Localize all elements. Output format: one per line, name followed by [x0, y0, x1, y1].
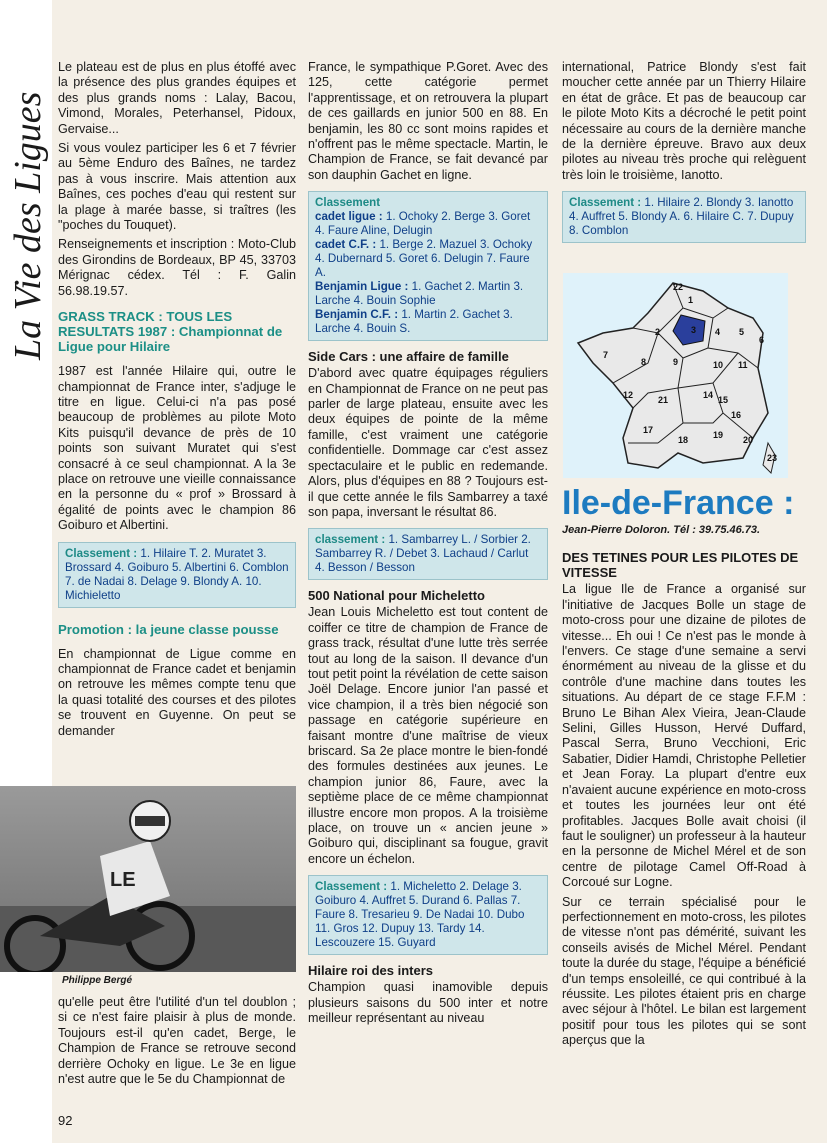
box-label: Classement : [315, 880, 388, 894]
box-line: Benjamin C.F. : 1. Martin 2. Gachet 3. Larche 4. Bouin S. [315, 308, 513, 336]
heading-side-cars: Side Cars : une affaire de famille [308, 349, 509, 365]
heading-promotion: Promotion : la jeune classe pousse [58, 621, 279, 637]
box-text: 1. Sambarrey L. / Sorbier 2. Sambarrey R. / Debet 3. Lachaud / Carlut 4. Besson / Besson [315, 533, 531, 575]
column-1 [58, 60, 296, 743]
box-label: Classement : [569, 196, 642, 210]
results-box-inter [562, 191, 806, 243]
results-box-sidecars [308, 528, 548, 580]
map-region-number: 9 [673, 357, 679, 367]
paragraph: international, Patrice Blondy s'est fait moucher cette année par un Thierry Hilaire en état de grâce. Et pas de beaucoup car le pilote Moto Kits a décroché le petit point nécessaire au cours de la dernière manche de la dernière épreuve. Bravo aux deux pilotes au niveau très proche qui relèguent très loin le troisième, Ianotto. [562, 60, 806, 182]
paragraph: Le plateau est de plus en plus étoffé avec la présence des plus grandes équipes et des plus grands noms : Lalay, Bacou, Vimond, Morales, Peterhansel, Pidoux, Gervaise... [58, 60, 296, 136]
results-box [58, 542, 296, 608]
box-line: cadet ligue : 1. Ochoky 2. Berge 3. Goret 4. Faure Aline, Delugin [315, 210, 531, 238]
paragraph: Jean Louis Micheletto est tout content de coiffer ce titre de champion de France de grass track, résultat d'une lutte très serrée tout au long de la saison. Il devance d'un tout petit point la révélation de cette saison Joël Delage. Encore junior l'an passé et vice champion, il a très bien négocié son passage en catégorie supérieure en faisant montre d'une maîtrise de vieux briscard. Sa 2e place montre le bien-fondé des formules destinées aux jeunes. Le champion junior 86, Faure, avec la septième place de ce même championnat illustre encore mon propos. A la troisième place, on trouve un « ancien jeune » Goiburo qui, disciplinant sa fougue, gravit encore un échelon. [308, 605, 548, 866]
paragraph: En championnat de Ligue comme en championnat de France cadet et benjamin on retrouve les mêmes compte tenu que la quasi totalité des courses et des pilotes se trouvent en Guyenne. On peut se demander [58, 646, 296, 738]
region-contact [562, 523, 806, 538]
paragraph: France, le sympathique P.Goret. Avec des 125, cette catégorie permet l'apprentissage, et on retrouvera la plupart de ces gaillards en junior 500 en 88. En benjamin, les 80 cc sont moins rapides et n'offrent pas le même spectacle. Martin, le Champion de France, se fait devancé par son dauphin Gachet en ligne. [308, 60, 548, 182]
box-label: Classement : [65, 546, 138, 560]
map-region-number: 7 [603, 350, 609, 360]
region-contact-tel: Tél : 39.75.46.73. [673, 524, 761, 536]
svg-text:LE: LE [110, 869, 136, 891]
map-region-number: 14 [703, 390, 714, 400]
map-region-number: 15 [718, 395, 729, 405]
column-3-continued [562, 486, 806, 1053]
motorcycle-photo-illustration [0, 786, 296, 972]
map-region-number: 2 [655, 327, 661, 337]
france-outline [578, 283, 768, 468]
map-region-number: 18 [678, 435, 689, 445]
box-label: classement : [315, 533, 386, 547]
paragraph: D'abord avec quatre équipages réguliers en Championnat de France on ne peut pas parler de large plateau, ensuite avec les deux équipes de pointe de la même famille, c'est vraiment une catégorie confidentielle. Dommage car c'est assez spectaculaire et le public en redemande. Alors, plus d'équipes en 88 ? Toujours est-il que cette année le fils Sambarrey a taxé son papa, inversant le résultat 86. [308, 366, 548, 519]
column-2 [308, 60, 548, 1030]
map-region-number: 3 [691, 325, 697, 335]
paragraph: La ligue Ile de France a organisé sur l'initiative de Jacques Bolle un stage de moto-cross pour une dizaine de pilotes de vitesse... Eh oui ! Ce n'est pas le monde à l'envers. Ce stage d'une semaine a servi énormément au niveau de la glisse et du contrôle d'une machine dans toutes les situations. Au départ de ce stage F.F.M : Bruno Le Bihan Alex Vieira, Jean-Claude Selini, Gilles Husson, Hervé Duffard, Pascal Serra, Bruno Vecchioni, Eric Sabatier, Didier Hamdi, Christophe Pelletier et Jean Foray. La plupart d'entre eux n'avaient aucune expérience en moto-cross et toutes les journées leur ont été profitables. Jacques Bolle avait choisi (il faut le souligner) un professeur à la hauteur en la personne de Michel Mérel et de son centre de pilotage Camel Off-Road à Corcoué sur Logne. [562, 582, 806, 890]
map-region-number: 21 [658, 395, 669, 405]
map-region-number: 17 [643, 425, 654, 435]
heading-tetines: DES TETINES POUR LES PILOTES DE VITESSE [562, 550, 799, 581]
heading-hilaire: Hilaire roi des inters [308, 963, 433, 979]
map-region-number: 12 [623, 390, 634, 400]
page-number: 92 [58, 1113, 73, 1128]
rider-photo [0, 786, 296, 972]
results-box-500 [308, 875, 548, 955]
vertical-title-svg [6, 60, 50, 370]
paragraph: Si vous voulez participer les 6 et 7 février au 5ème Enduro des Baînes, ne tardez pas à vous inscrire. Mais attention aux Baînes, ces poches d'eau qui restent sur la plage à marée basse, si traîtres (les "poches du Touquet). [58, 141, 296, 233]
section-vertical-title [6, 60, 50, 370]
box-text: 1. Micheletto 2. Delage 3. Goiburo 4. Auffret 5. Durand 6. Pallas 7. Faure 8. Tresarieu 9. De Nadai 10. Dubo 11. Gros 12. Dupuy 13. Tardy 14. Lescouzere 15. Guyard [315, 880, 525, 950]
vertical-title-text: La Vie des Ligues [7, 91, 49, 360]
map-region-number: 19 [713, 430, 724, 440]
column-1-continued [58, 995, 296, 1091]
box-title: Classement [315, 196, 381, 210]
paragraph: Sur ce terrain spécialisé pour le perfectionnement en moto-cross, les pilotes de vitesse n'ont pas démérité, suivant les conseils avisés de Michel Mérel. Pendant toute la durée du stage, l'équipe a bénéficié d'un temps ensoleillé, ce qui contribué à la réussite. Les pilotes étaient pris en charge avec séjour à l'hôtel. Le bilan est largement positif pour tous les pilotes qui se sont aperçus que la [562, 894, 806, 1048]
map-region-number: 8 [641, 357, 647, 367]
map-region-number: 16 [731, 410, 742, 420]
box-line: cadet C.F. : 1. Berge 2. Mazuel 3. Ochoky 4. Dubernard 5. Goret 6. Delugin 7. Faure A. [315, 238, 533, 280]
region-title: Ile-de-France : [562, 484, 795, 522]
map-region-number: 6 [759, 335, 765, 345]
map-region-number: 5 [739, 327, 745, 337]
map-region-number: 10 [713, 360, 724, 370]
map-region-number: 23 [767, 453, 778, 463]
column-3 [562, 60, 806, 251]
map-region-number: 11 [738, 360, 748, 370]
map-region-number: 4 [715, 327, 721, 337]
paragraph: qu'elle peut être l'utilité d'un tel doublon ; si ce n'est faire plaisir à plus de monde. Toujours est-il qu'en cadet, Berge, le Champion de France se retrouve second derrière Ochoky en ligue. Le 3e en ligue n'est autre que le 5e du Championnat de [58, 995, 296, 1087]
paragraph: Renseignements et inscription : Moto-Club des Girondins de Bordeaux, BP 45, 33703 Mérignac cédex. Tél : F. Galin 56.98.19.57. [58, 237, 296, 298]
france-map-svg [563, 273, 788, 478]
map-region-number: 22 [673, 282, 684, 292]
heading-grass-track: GRASS TRACK : TOUS LES RESULTATS 1987 : Championnat de Ligue pour Hilaire [58, 309, 283, 355]
paragraph: 1987 est l'année Hilaire qui, outre le championnat de France inter, s'adjuge le titre en ligue. Celui-ci n'a pas posé beaucoup de problèmes au pilote Moto Kits puisqu'il devance de près de 10 points son suivant Muratet qui s'est consacré à ce seul championnat. A la 3e place on retrouve une vieille connaissance en la personne du « prof » Brossard à égalité de points avec le champion 86 Goiburo et Albertini. [58, 364, 296, 533]
map-region-number: 20 [743, 435, 754, 445]
results-box-cadet-benjamin [308, 191, 548, 341]
paragraph: Champion quasi inamovible depuis plusieurs saisons du 500 inter et notre meilleur représentant au niveau [308, 980, 548, 1026]
box-line: Benjamin Ligue : 1. Gachet 2. Martin 3. Larche 4. Bouin Sophie [315, 280, 524, 308]
box-text: 1. Hilaire 2. Blondy 3. Ianotto 4. Auffret 5. Blondy A. 6. Hilaire C. 7. Dupuy 8. Comblon [569, 196, 794, 238]
box-text: 1. Hilaire T. 2. Muratet 3. Brossard 4. Goiburo 5. Albertini 6. Comblon 7. de Nadai 8. Delage 9. Blondy A. 10. Michieletto [65, 546, 289, 602]
heading-500-national: 500 National pour Micheletto [308, 588, 485, 604]
map-region-number: 1 [688, 295, 694, 305]
region-contact-name: Jean-Pierre Doloron. [562, 524, 671, 536]
france-leagues-map [563, 273, 788, 478]
photo-caption: Philippe Bergé [62, 975, 133, 986]
